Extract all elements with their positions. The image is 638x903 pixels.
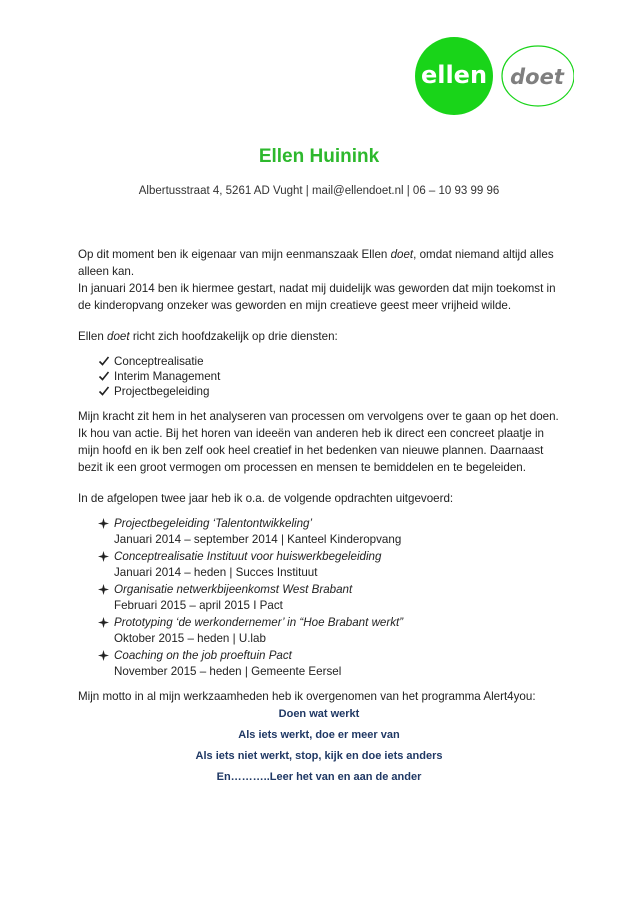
motto-line: Doen wat werkt — [278, 708, 360, 720]
diamond-bullet-icon — [98, 551, 109, 562]
intro-paragraph-2: In januari 2014 ben ik hiermee gestart, nadat mij duidelijk was geworden dat mijn toekomst in de kinderopvang onzeker was geworden en mijn creatieve geest meer vrijheid wilde. — [78, 282, 556, 312]
document-body — [78, 246, 564, 705]
contact-line: Albertusstraat 4, 5261 AD Vught | mail@ellendoet.nl | 06 – 10 93 99 96 — [138, 185, 500, 197]
services-intro: Ellen doet richt zich hoofdzakelijk op drie diensten: — [78, 330, 338, 343]
assignments-intro: In de afgelopen twee jaar heb ik o.a. de volgende opdrachten uitgevoerd: — [78, 492, 454, 505]
diamond-bullet-icon — [98, 617, 109, 628]
list-item: Projectbegeleiding — [98, 384, 564, 399]
checkmark-icon — [98, 355, 110, 367]
list-item: Organisatie netwerkbijeenkomst West Brabant Februari 2015 – april 2015 I Pact — [98, 582, 564, 613]
checkmark-icon — [98, 385, 110, 397]
motto-block — [0, 704, 638, 788]
list-item: Projectbegeleiding ‘Talentontwikkeling’ Januari 2014 – september 2014 | Kanteel Kinderopvang — [98, 516, 564, 547]
motto-line: Als iets werkt, doe er meer van — [238, 729, 400, 741]
list-item: Prototyping ‘de werkondernemer’ in “Hoe Brabant werkt” Oktober 2015 – heden | U.lab — [98, 615, 564, 646]
person-name: Ellen Huinink — [258, 146, 380, 167]
strength-paragraph: Mijn kracht zit hem in het analyseren van processen om vervolgens over te gaan op het doen. Ik hou van actie. Bij het horen van ideeën van anderen heb ik direct een concreet plaatje in mijn hoofd en ik ben zelf ook heel creatief in het bedenken van nieuwe plannen. Daarnaast bezit ik een groot vermogen om processen en mensen te bemiddelen en te begeleiden. — [78, 410, 559, 474]
motto-intro: Mijn motto in al mijn werkzaamheden heb ik overgenomen van het programma Alert4you: — [78, 690, 536, 703]
motto-line: En………..Leer het van en aan de ander — [216, 771, 422, 783]
intro-paragraph-1: Op dit moment ben ik eigenaar van mijn eenmanszaak Ellen doet, omdat niemand altijd alles alleen kan. — [78, 248, 554, 278]
motto-line: Als iets niet werkt, stop, kijk en doe iets anders — [195, 750, 443, 762]
logo-word-doet: doet — [510, 65, 564, 89]
ellen-doet-logo — [414, 36, 574, 116]
checkmark-icon — [98, 370, 110, 382]
services-list — [78, 354, 564, 399]
diamond-bullet-icon — [98, 584, 109, 595]
assignments-list — [78, 516, 564, 679]
diamond-bullet-icon — [98, 650, 109, 661]
list-item: Conceptrealisatie Instituut voor huiswerkbegeleiding Januari 2014 – heden | Succes Instituut — [98, 549, 564, 580]
list-item: Interim Management — [98, 369, 564, 384]
list-item: Coaching on the job proeftuin Pact November 2015 – heden | Gemeente Eersel — [98, 648, 564, 679]
list-item: Conceptrealisatie — [98, 354, 564, 369]
logo-word-ellen: ellen — [420, 61, 488, 89]
diamond-bullet-icon — [98, 518, 109, 529]
